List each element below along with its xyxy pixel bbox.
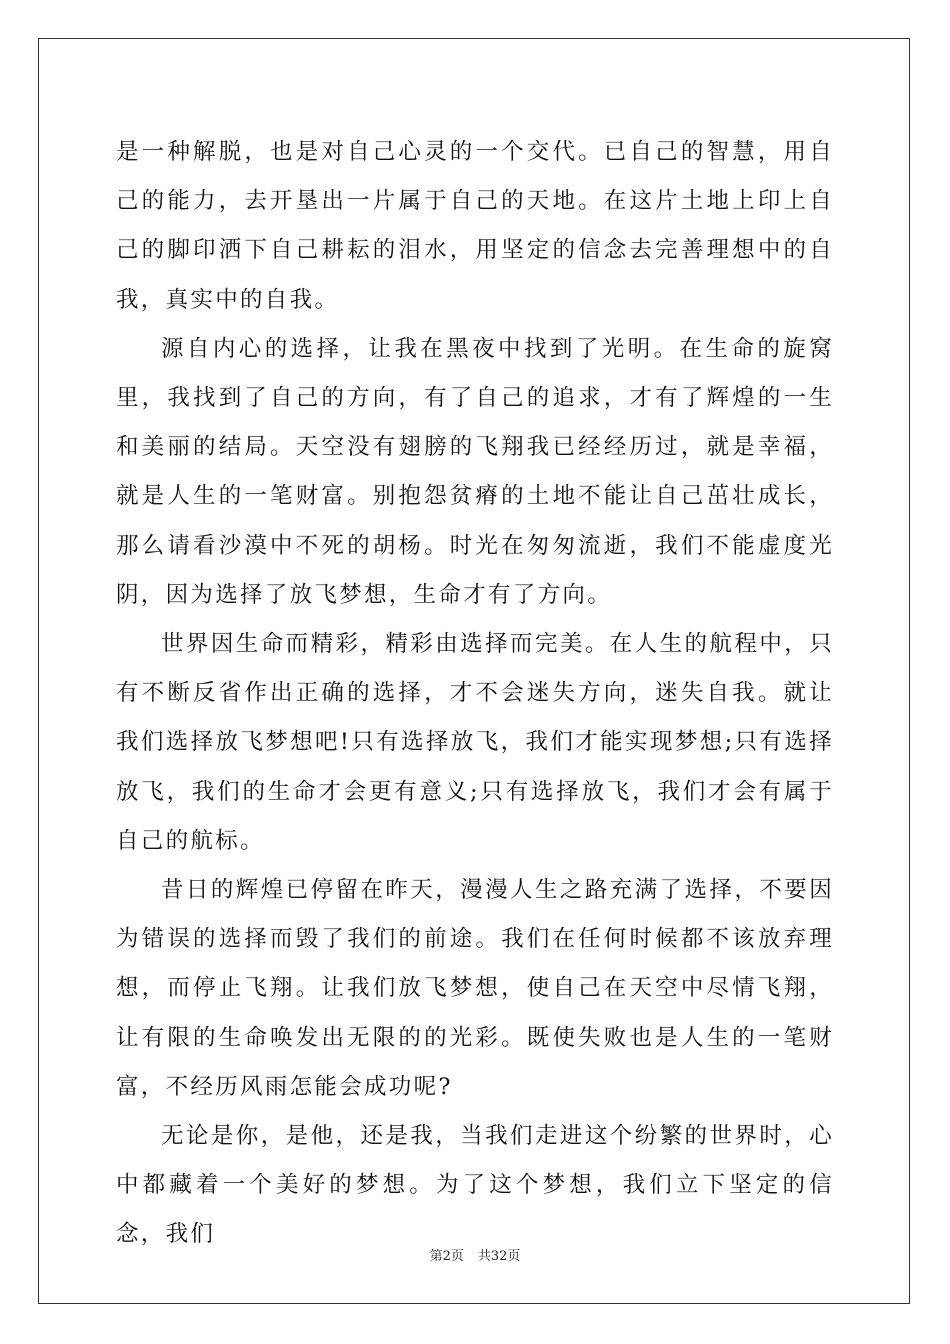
paragraph-3: 世界因生命而精彩，精彩由选择而完美。在人生的航程中，只有不断反省作出正确的选择，才不会迷失方向，迷失自我。就让我们选择放飞梦想吧!只有选择放飞，我们才能实现梦想;只有选择放飞，我们的生命才会更有意义;只有选择放飞，我们才会有属于自己的航标。 xyxy=(116,631,834,854)
document-body xyxy=(116,128,834,1260)
paragraph-2: 源自内心的选择，让我在黑夜中找到了光明。在生命的旋窝里，我找到了自己的方向，有了自己的追求，才有了辉煌的一生和美丽的结局。天空没有翅膀的飞翔我已经经历过，就是幸福，就是人生的一笔财富。别抱怨贫瘠的土地不能让自己茁壮成长，那么请看沙漠中不死的胡杨。时光在匆匆流逝，我们不能虚度光阴，因为选择了放飞梦想，生命才有了方向。 xyxy=(116,335,834,608)
page-number: 第2页 xyxy=(429,1249,464,1264)
page-footer xyxy=(0,1249,950,1265)
paragraph-5: 无论是你，是他，还是我，当我们走进这个纷繁的世界时，心中都藏着一个美好的梦想。为了这个梦想，我们立下坚定的信念，我们 xyxy=(116,1123,834,1248)
paragraph-4: 昔日的辉煌已停留在昨天，漫漫人生之路充满了选择，不要因为错误的选择而毁了我们的前途。我们在任何时候都不该放弃理想，而停止飞翔。让我们放飞梦想，使自己在天空中尽情飞翔，让有限的生命唤发出无限的的光彩。既使失败也是人生的一笔财富，不经历风雨怎能会成功呢? xyxy=(116,877,834,1100)
page-total: 共32页 xyxy=(477,1249,521,1264)
paragraph-1: 是一种解脱，也是对自己心灵的一个交代。已自己的智慧，用自己的能力，去开垦出一片属于自己的天地。在这片土地上印上自己的脚印洒下自己耕耘的泪水，用坚定的信念去完善理想中的自我，真实中的自我。 xyxy=(116,139,834,313)
